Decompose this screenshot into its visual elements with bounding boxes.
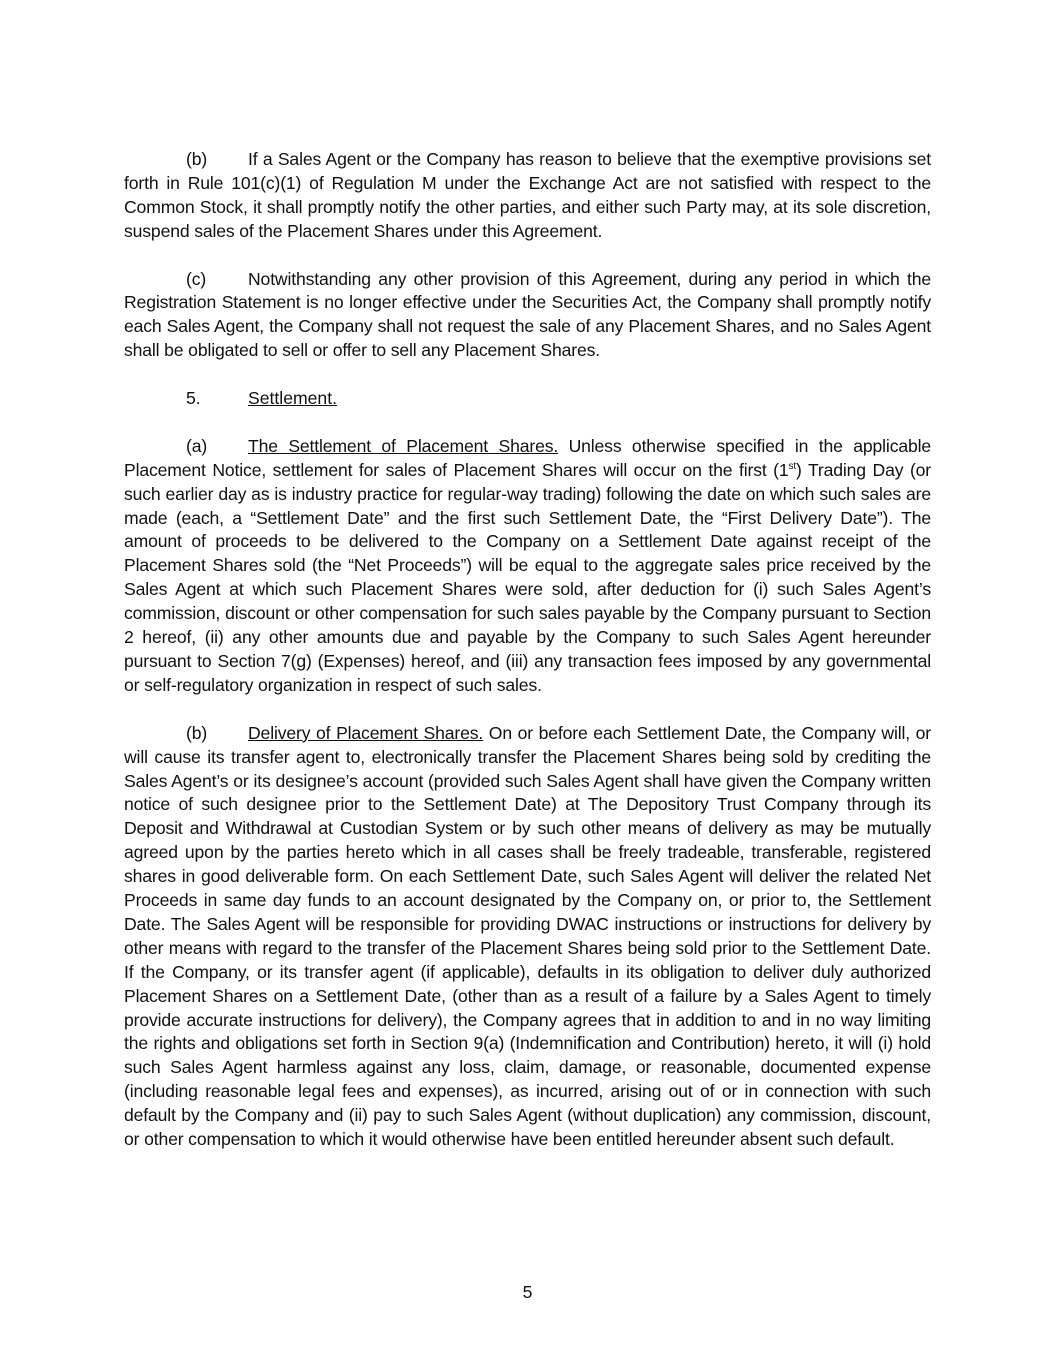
paragraph-label: (b) bbox=[186, 149, 208, 169]
paragraph-text: Notwithstanding any other provision of this Agreement, during any period in which the Registration Statement is no longer effective under the Securities Act, the Company shall promptly notify each Sales Agent, the Company shall not request the sale of any Placement Shares, and no Sales Agent shall be obligated to sell or offer to sell any Placement Shares. bbox=[124, 268, 931, 361]
ordinal-superscript: st bbox=[788, 460, 796, 472]
paragraph-text: Unless otherwise specified in the applicable Placement Notice, settlement for sales of Placement Shares will occur on the first (1 bbox=[124, 435, 932, 480]
paragraph-text: If a Sales Agent or the Company has reason to believe that the exemptive provisions set forth in Rule 101(c)(1) of Regulation M under the Exchange Act are not satisfied with respect to the Common Stock, it shall promptly notify the other parties, and either such Party may, at its sole discretion, suspend sales of the Placement Shares under this Agreement. bbox=[124, 149, 931, 241]
paragraph-title: Delivery of Placement Shares. bbox=[248, 722, 484, 743]
section-number: 5. bbox=[186, 388, 201, 409]
paragraph-text-continued: ) Trading Day (or such earlier day as is industry practice for regular-way trading) following the date on which such sales are made (each, a “Settlement Date” and the first such Settlement Date, the “First Delivery Date”). The amount of proceeds to be delivered to the Company on a Settlement Date against receipt of the Placement Shares sold (the “Net Proceeds”) will be equal to the aggregate sales price received by the Sales Agent at which such Placement Shares were sold, after deduction for (i) such Sales Agent’s commission, discount or other compensation for such sales payable by the Company pursuant to Section 2 hereof, (ii) any other amounts due and payable by the Company to such Sales Agent hereunder pursuant to Section 7(g) (Expenses) hereof, and (iii) any transaction fees imposed by any governmental or self-regulatory organization in respect of such sales. bbox=[124, 459, 931, 695]
document-page bbox=[124, 148, 931, 1176]
paragraph-5a bbox=[124, 435, 931, 698]
paragraph-label: (a) bbox=[186, 435, 208, 456]
section-title: Settlement. bbox=[248, 388, 337, 409]
paragraph-label: (b) bbox=[186, 722, 208, 743]
paragraph-5b bbox=[124, 722, 931, 1152]
section-heading bbox=[124, 387, 931, 411]
paragraph-4b bbox=[124, 148, 931, 244]
paragraph-text: On or before each Settlement Date, the Company will, or will cause its transfer agent to, electronically transfer the Placement Shares being sold by crediting the Sales Agent’s or its designee’s account (provided such Sales Agent shall have given the Company written notice of such designee prior to the Settlement Date) at The Depository Trust Company through its Deposit and Withdrawal at Custodian System or by such other means of delivery as may be mutually agreed upon by the parties hereto which in all cases shall be freely tradeable, transferable, registered shares in good deliverable form. On each Settlement Date, such Sales Agent will deliver the related Net Proceeds in same day funds to an account designated by the Company on, or prior to, the Settlement Date. The Sales Agent will be responsible for providing DWAC instructions or instructions for delivery by other means with regard to the transfer of the Placement Shares being sold prior to the Settlement Date. If the Company, or its transfer agent (if applicable), defaults in its obligation to deliver duly authorized Placement Shares on a Settlement Date, (other than as a result of a failure by a Sales Agent to timely provide accurate instructions for delivery), the Company agrees that in addition to and in no way limiting the rights and obligations set forth in Section 9(a) (Indemnification and Contribution) hereto, it will (i) hold such Sales Agent harmless against any loss, claim, damage, or reasonable, documented expense (including reasonable legal fees and expenses), as incurred, arising out of or in connection with such default by the Company and (ii) pay to such Sales Agent (without duplication) any commission, discount, or other compensation to which it would otherwise have been entitled hereunder absent such default. bbox=[124, 722, 931, 1150]
paragraph-label: (c) bbox=[186, 268, 207, 289]
paragraph-4c bbox=[124, 268, 931, 364]
paragraph-title: The Settlement of Placement Shares. bbox=[248, 435, 559, 456]
page-number: 5 bbox=[522, 1282, 533, 1302]
